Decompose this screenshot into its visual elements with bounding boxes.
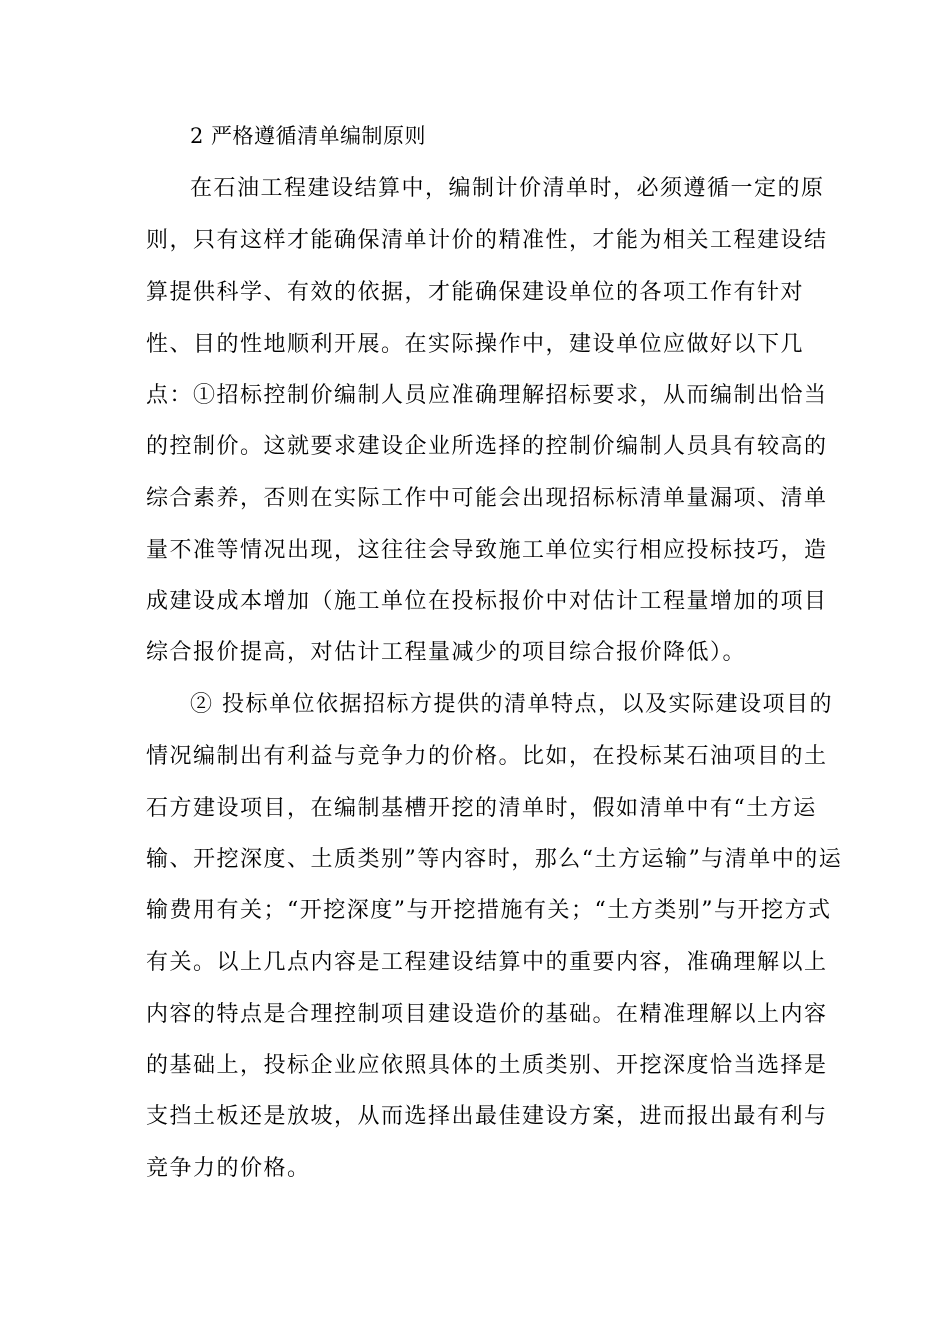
body-line: 性、目的性地顺利开展。在实际操作中，建设单位应做好以下几	[146, 332, 805, 357]
body-line: 输、开挖深度、土质类别”等内容时，那么“土方运输”与清单中的运	[146, 847, 843, 872]
body-line: 的控制价。这就要求建设企业所选择的控制价编制人员具有较高的	[146, 434, 828, 459]
body-line: 算提供科学、有效的依据，才能确保建设单位的各项工作有针对	[146, 280, 805, 305]
body-line: ② 投标单位依据招标方提供的清单特点，以及实际建设项目的	[190, 692, 833, 717]
body-line: 支挡土板还是放坡，从而选择出最佳建设方案，进而报出最有利与	[146, 1104, 828, 1129]
body-line: 竞争力的价格。	[146, 1156, 311, 1181]
body-line: 量不准等情况出现，这往往会导致施工单位实行相应投标技巧，造	[146, 538, 828, 563]
body-line: 的基础上，投标企业应依照具体的土质类别、开挖深度恰当选择是	[146, 1053, 828, 1078]
body-line: 石方建设项目，在编制基槽开挖的清单时，假如清单中有“土方运	[146, 796, 817, 821]
body-line: 则，只有这样才能确保清单计价的精准性，才能为相关工程建设结	[146, 228, 828, 253]
body-line: 内容的特点是合理控制项目建设造价的基础。在精准理解以上内容	[146, 1002, 828, 1027]
body-line: 综合素养，否则在实际工作中可能会出现招标标清单量漏项、清单	[146, 486, 828, 511]
body-line: 成建设成本增加（施工单位在投标报价中对估计工程量增加的项目	[146, 589, 828, 614]
body-line: 有关。以上几点内容是工程建设结算中的重要内容，准确理解以上	[146, 950, 828, 975]
body-line: 输费用有关；“开挖深度”与开挖措施有关；“土方类别”与开挖方式	[146, 898, 832, 923]
body-line: 情况编制出有利益与竞争力的价格。比如，在投标某石油项目的土	[146, 744, 828, 769]
body-line: 点：①招标控制价编制人员应准确理解招标要求，从而编制出恰当	[146, 383, 828, 408]
section-heading: 2 严格遵循清单编制原则	[190, 124, 427, 148]
body-line: 在石油工程建设结算中，编制计价清单时，必须遵循一定的原	[190, 176, 825, 201]
body-line: 综合报价提高，对估计工程量减少的项目综合报价降低）。	[146, 640, 747, 665]
